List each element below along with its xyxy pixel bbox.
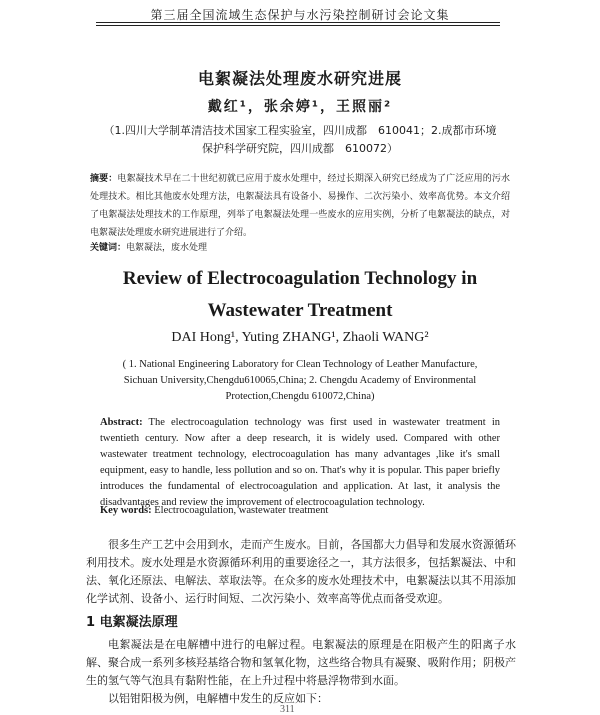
english-keywords-text: Electrocoagulation, wastewater treatment (154, 505, 329, 516)
section-heading: 1 电絮凝法原理 (86, 615, 178, 630)
chinese-abstract-label: 摘要： (90, 174, 118, 184)
page-number: 311 (280, 704, 295, 715)
running-header: 第三届全国流域生态保护与水污染控制研讨会论文集 (150, 8, 450, 22)
intro-paragraph: 很多生产工艺中会用到水，走而产生废水。目前，各国都大力倡导和发展水资源循环利用技术。废水处理是水资源循环利用的重要途径之一，其方法很多，包括絮凝法、中和法、氧化还原法、电解法、萃取法等。在众多的废水处理技术中，电絮凝法以其不用添加化学试剂、设备小、运行时间短、二次污染小、效率高等优点而备受欢迎。 (86, 538, 516, 605)
chinese-keywords (90, 240, 510, 253)
english-title-line1: Review of Electrocoagulation Technology in (122, 268, 478, 289)
chinese-title: 电絮凝法处理废水研究进展 (197, 69, 402, 88)
chinese-affiliation: （1.四川大学制革清洁技术国家工程实验室，四川成都 610041；2.成都市环境保护科学研究院，四川成都 610072） (103, 124, 497, 155)
section-paragraph: 电絮凝法是在电解槽中进行的电解过程。电絮凝法的原理是在阳极产生的阳离子水解、聚合成一系列多核羟基络合物和氢氧化物，这些络合物具有凝聚、吸附作用；阴极产生的氢气等气泡具有黏附性能，在上升过程中将悬浮物带到水面。 (86, 638, 516, 687)
english-affiliation: ( 1. National Engineering Laboratory for Clean Technology of Leather Manufacture, Sichuan University,Chengdu610065,China; 2. Chengdu Academy of Environmental Protection,Chengdu 610072,China) (122, 359, 478, 402)
english-abstract-text: The electrocoagulation technology was first used in wastewater treatment in twentieth century. Now after a deep research, it is widely used. Compared with other wastewater treatment technology, electrocoagulation has many advantages ,like it's small equipment, easy to handle, less pollution and so on. That's why it is popular. This paper briefly introduces the fundamental of electrocoagulation and application. At last, it analysis the disadvantages and review the improvement of electrocoagulation technology. (100, 417, 500, 508)
chinese-keywords-label: 关键词： (90, 243, 127, 253)
english-authors: DAI Hong¹, Yuting ZHANG¹, Zhaoli WANG² (171, 330, 429, 345)
english-keywords-label: Key words: (100, 505, 152, 516)
chinese-abstract-text: 电絮凝技术早在二十世纪初就已应用于废水处理中，经过长期深入研究已经成为了广泛应用的污水处理技术。相比其他废水处理方法，电絮凝法具有设备小、易操作、二次污染小、效率高优势。本文介绍了电絮凝法处理技术的工作原理，列举了电絮凝法处理一些废水的应用实例，分析了电絮凝法的缺点，对电絮凝法处理废水研究进展进行了介绍。 (90, 174, 510, 238)
english-abstract (100, 415, 500, 511)
chinese-abstract (90, 170, 510, 242)
chinese-keywords-text: 电絮凝法，废水处理 (126, 243, 208, 253)
section-body (86, 636, 516, 708)
english-keywords (100, 505, 500, 516)
english-title-line2: Wastewater Treatment (207, 300, 393, 321)
english-abstract-label: Abstract: (100, 417, 143, 428)
header-rule-thin (96, 25, 500, 26)
section-last-line: 以铝钳阳极为例，电解槽中发生的反应如下： (108, 692, 328, 705)
chinese-authors: 戴红¹，张余婷¹，王照丽² (207, 99, 393, 115)
header-rule-thick (96, 22, 500, 23)
